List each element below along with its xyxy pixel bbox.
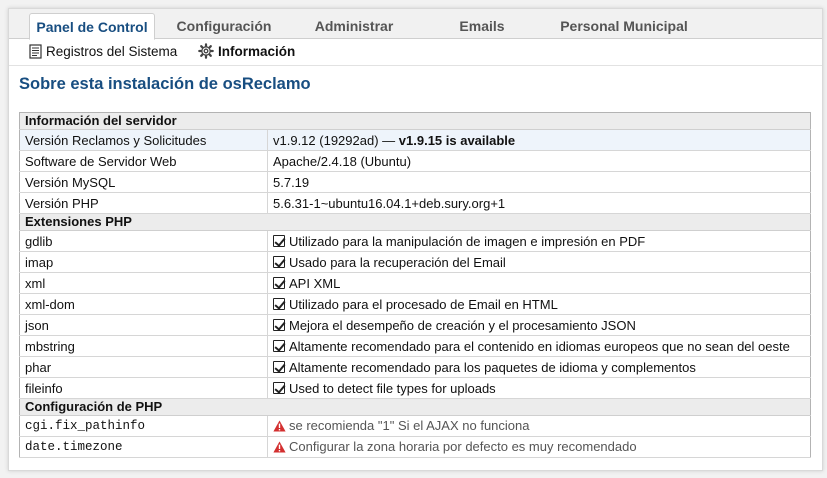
desc-text: Mejora el desempeño de creación y el procesamiento JSON [289,317,636,333]
tab-emails[interactable]: Emails [459,18,505,34]
extension-desc [268,231,811,252]
tab-administrar[interactable]: Administrar [314,18,394,34]
section-header-row [20,214,811,231]
checkbox-checked-icon [273,340,285,352]
table-row [20,416,811,437]
checkbox-checked-icon [273,235,285,247]
extension-name: xml-dom [20,294,268,315]
table-row [20,357,811,378]
extension-name: json [20,315,268,336]
extension-desc [268,378,811,399]
main-panel [8,8,823,471]
section-header-row [20,399,811,416]
checkbox-checked-icon [273,256,285,268]
tab-configuracion[interactable]: Configuración [176,18,272,34]
desc-text: API XML [289,275,341,291]
config-name: cgi.fix_pathinfo [20,416,268,437]
extension-desc [268,273,811,294]
tab-personal-municipal[interactable]: Personal Municipal [560,18,688,34]
separator: — [382,132,396,148]
extension-desc [268,336,811,357]
table-row [20,193,811,214]
row-label: Versión MySQL [20,172,268,193]
warning-icon [273,441,286,456]
checkbox-checked-icon [273,382,285,394]
extension-desc [268,315,811,336]
version-value: v1.9.12 (19292ad) [273,132,379,148]
config-name: date.timezone [20,437,268,458]
row-value [268,130,811,151]
row-label: Software de Servidor Web [20,151,268,172]
table-row [20,151,811,172]
desc-text: Configurar la zona horaria por defecto es muy recomendado [289,438,637,454]
section-heading: Extensiones PHP [20,214,811,231]
subnav-informacion[interactable] [198,43,295,61]
table-row [20,252,811,273]
top-navigation [9,9,822,39]
extension-name: imap [20,252,268,273]
update-available-notice: v1.9.15 is available [398,132,516,148]
row-value: 5.6.31-1~ubuntu16.04.1+deb.sury.org+1 [268,193,811,214]
extension-name: fileinfo [20,378,268,399]
sub-navigation [9,40,822,64]
section-heading: Información del servidor [20,113,811,130]
table-row [20,378,811,399]
checkbox-checked-icon [273,277,285,289]
tab-panel-de-control[interactable]: Panel de Control [29,13,155,40]
table-row [20,294,811,315]
extension-name: mbstring [20,336,268,357]
system-info-table [19,112,811,458]
table-row [20,130,811,151]
row-label: Versión PHP [20,193,268,214]
row-label: Versión Reclamos y Solicitudes [20,130,268,151]
checkbox-checked-icon [273,361,285,373]
desc-text: Utilizado para el procesado de Email en HTML [289,296,558,312]
extension-name: phar [20,357,268,378]
section-heading: Configuración de PHP [20,399,811,416]
config-desc [268,437,811,458]
desc-text: Usado para la recuperación del Email [289,254,506,270]
table-row [20,172,811,193]
warning-icon [273,420,286,435]
subnav-label: Registros del Sistema [46,44,178,59]
table-row [20,336,811,357]
divider [9,65,822,66]
config-desc [268,416,811,437]
extension-name: xml [20,273,268,294]
desc-text: Utilizado para la manipulación de imagen e impresión en PDF [289,233,646,249]
document-list-icon [29,44,42,64]
section-header-row [20,113,811,130]
table-row [20,437,811,458]
desc-text: se recomienda "1" Si el AJAX no funciona [289,417,530,433]
extension-name: gdlib [20,231,268,252]
desc-text: Altamente recomendado para los paquetes de idioma y complementos [289,359,696,375]
gear-icon [198,43,214,64]
table-row [20,315,811,336]
table-row [20,231,811,252]
desc-text: Altamente recomendado para el contenido en idiomas europeos que no sean del oeste [289,338,790,354]
table-row [20,273,811,294]
page-title: Sobre esta instalación de osReclamo [19,75,311,93]
extension-desc [268,252,811,273]
checkbox-checked-icon [273,298,285,310]
row-value: 5.7.19 [268,172,811,193]
extension-desc [268,357,811,378]
row-value: Apache/2.4.18 (Ubuntu) [268,151,811,172]
subnav-registros-del-sistema[interactable] [29,43,177,61]
extension-desc [268,294,811,315]
desc-text: Used to detect file types for uploads [289,380,496,396]
subnav-label: Información [218,44,296,59]
checkbox-checked-icon [273,319,285,331]
